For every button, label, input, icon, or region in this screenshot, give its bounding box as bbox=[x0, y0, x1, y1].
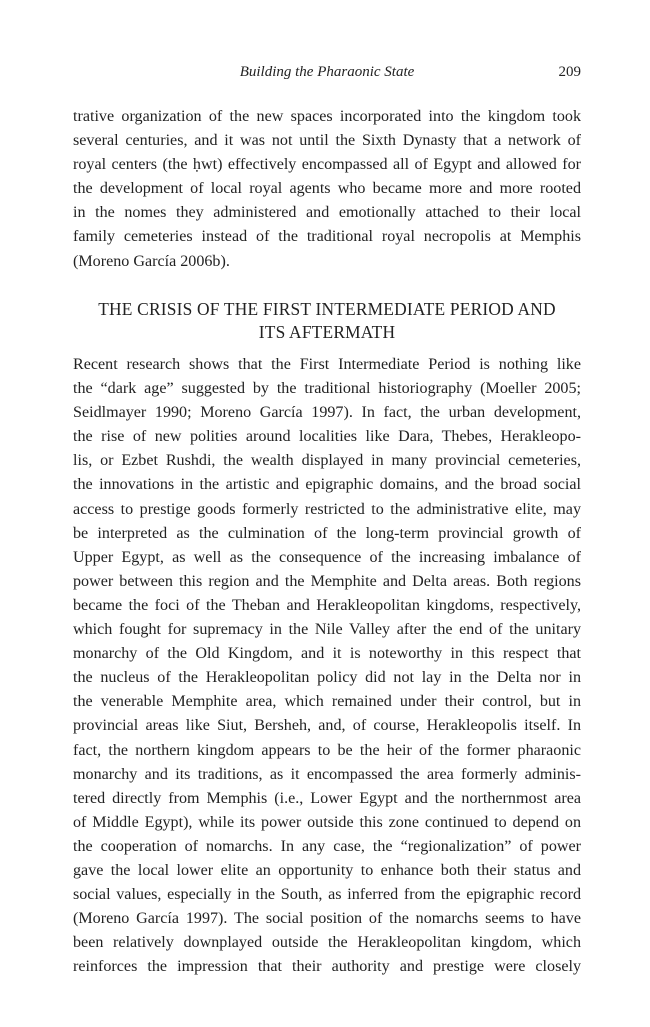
text-line: (Moreno García 2006b). bbox=[73, 252, 230, 270]
text-line: monarchy and its traditions, as it encompassed the area formerly adminis- bbox=[73, 765, 581, 783]
text-line: Seidlmayer 1990; Moreno García 1997). In fact, the urban development, bbox=[73, 404, 581, 422]
running-head bbox=[73, 64, 581, 86]
text-line: tered directly from Memphis (i.e., Lower Egypt and the northernmost area bbox=[73, 789, 581, 807]
text-line: power between this region and the Memphite and Delta areas. Both regions bbox=[73, 572, 581, 590]
page-number: 209 bbox=[558, 64, 581, 80]
text-line: Upper Egypt, as well as the consequence of the increasing imbalance of bbox=[73, 548, 581, 566]
text-line: social values, especially in the South, as inferred from the epigraphic record bbox=[73, 886, 581, 904]
text-line: which fought for supremacy in the Nile Valley after the end of the unitary bbox=[73, 621, 581, 639]
heading-line: THE CRISIS OF THE FIRST INTERMEDIATE PERIOD AND bbox=[98, 299, 556, 319]
text-line: lis, or Ezbet Rushdi, the wealth displayed in many provincial cemeteries, bbox=[73, 452, 581, 470]
text-line: the cooperation of nomarchs. In any case, the “regionalization” of power bbox=[73, 837, 581, 855]
text-line: Recent research shows that the First Intermediate Period is nothing like bbox=[73, 356, 581, 373]
paragraph-1 bbox=[73, 105, 581, 274]
text-line: provincial areas like Siut, Bersheh, and, of course, Herakleopolis itself. In bbox=[73, 717, 581, 735]
text-line: the nucleus of the Herakleopolitan policy did not lay in the Delta nor in bbox=[73, 669, 581, 687]
text-line: in the nomes they administered and emotionally attached to their local bbox=[73, 204, 581, 222]
heading-line: ITS AFTERMATH bbox=[258, 322, 396, 342]
running-title: Building the Pharaonic State bbox=[239, 64, 415, 80]
paragraph-2 bbox=[73, 353, 581, 979]
text-line: became the foci of the Theban and Herakleopolitan kingdoms, respectively, bbox=[73, 596, 581, 614]
text-line: fact, the northern kingdom appears to be the heir of the former pharaonic bbox=[73, 741, 581, 759]
text-line: family cemeteries instead of the traditional royal necropolis at Memphis bbox=[73, 228, 581, 246]
text-line: the “dark age” suggested by the traditional historiography (Moeller 2005; bbox=[73, 380, 581, 398]
text-line: reinforces the impression that their authority and prestige were closely bbox=[73, 958, 581, 976]
text-line: the innovations in the artistic and epigraphic domains, and the broad social bbox=[73, 476, 581, 494]
text-line: the rise of new polities around localities like Dara, Thebes, Herakleopo- bbox=[73, 428, 581, 446]
text-line: several centuries, and it was not until the Sixth Dynasty that a network of bbox=[73, 132, 581, 150]
text-line: trative organization of the new spaces incorporated into the kingdom took bbox=[73, 108, 581, 125]
text-line: of Middle Egypt), while its power outside this zone continued to depend on bbox=[73, 813, 581, 831]
text-line: the venerable Memphite area, which remained under their control, but in bbox=[73, 693, 581, 711]
text-line: been relatively downplayed outside the Herakleopolitan kingdom, which bbox=[73, 934, 581, 952]
section-heading bbox=[73, 298, 581, 344]
text-line: be interpreted as the culmination of the long-term provincial growth of bbox=[73, 524, 581, 542]
text-line: royal centers (the ḥwt) effectively encompassed all of Egypt and allowed for bbox=[73, 156, 581, 174]
text-line: gave the local lower elite an opportunity to enhance both their status and bbox=[73, 861, 581, 879]
text-line: access to prestige goods formerly restricted to the administrative elite, may bbox=[73, 500, 581, 518]
text-line: monarchy of the Old Kingdom, and it is noteworthy in this respect that bbox=[73, 645, 581, 663]
text-line: the development of local royal agents who became more and more rooted bbox=[73, 180, 581, 198]
text-line: (Moreno García 1997). The social position of the nomarchs seems to have bbox=[73, 910, 581, 928]
